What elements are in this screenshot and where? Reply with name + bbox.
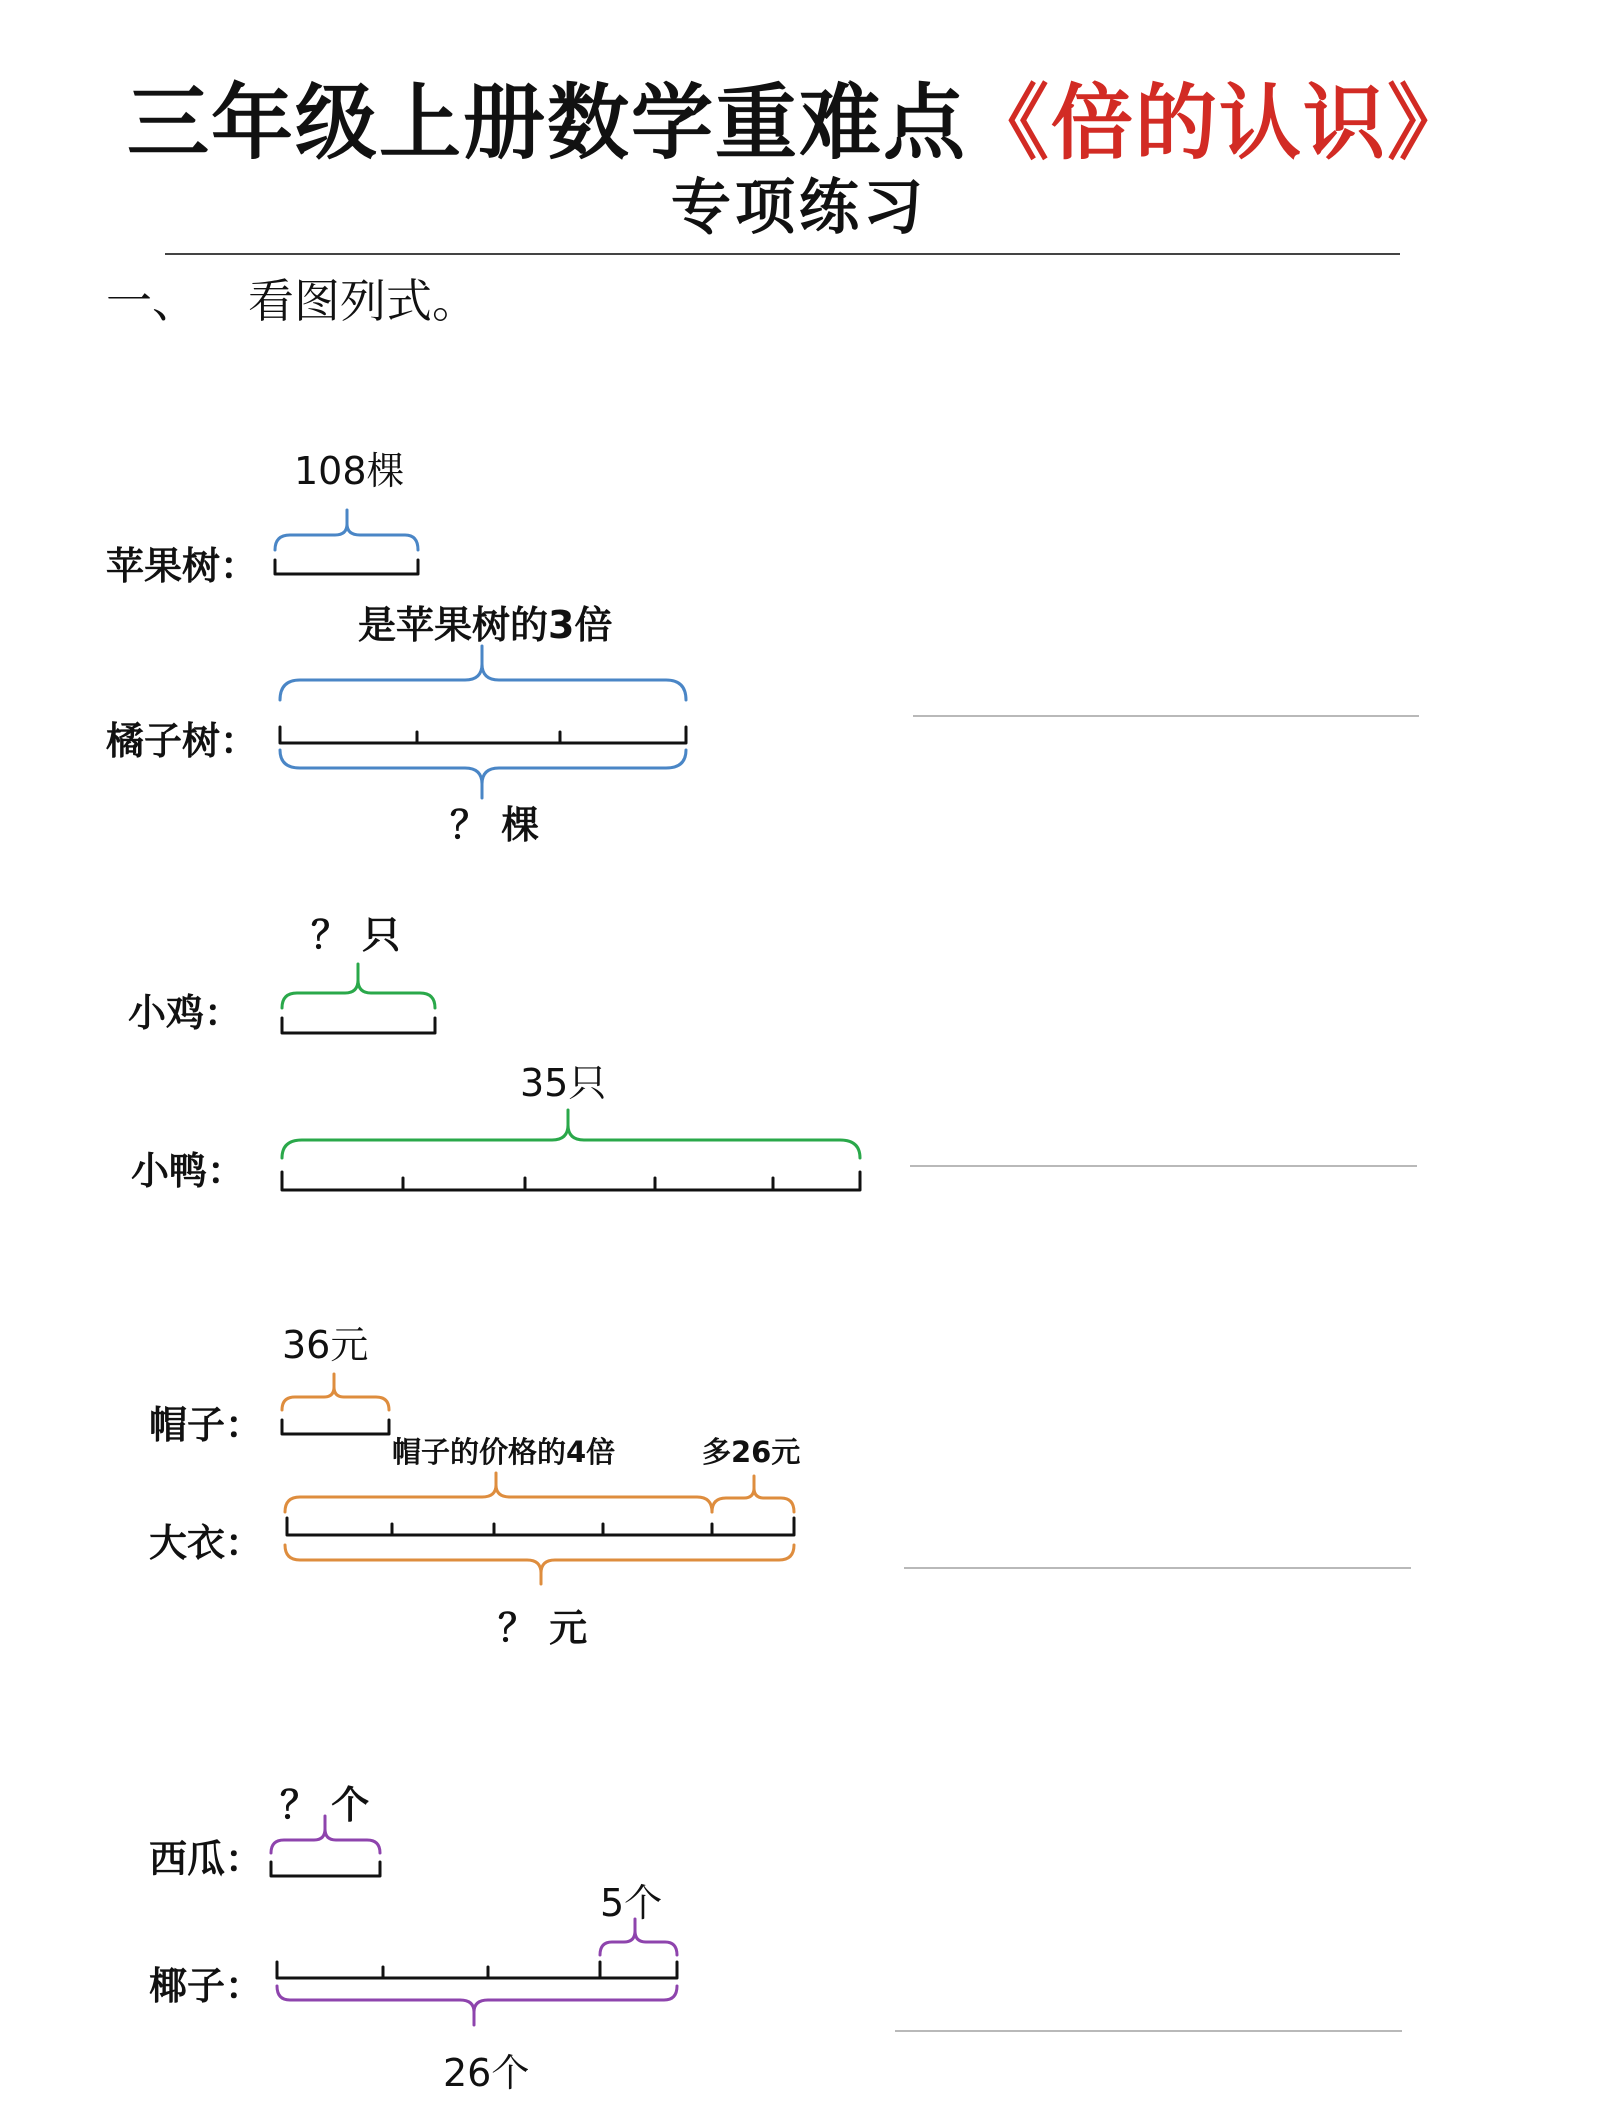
orange-top-brace [280, 646, 686, 700]
section-number: 一、 [106, 274, 198, 328]
coat-bottom-brace [285, 1545, 794, 1584]
hat-bar [282, 1420, 389, 1434]
coconut-extra-label: 5个 [600, 1881, 663, 1925]
coconut-label: 椰子： [149, 1963, 264, 2008]
coat-label: 大衣： [149, 1520, 264, 1565]
coat-unknown-label: ？ 元 [498, 1606, 588, 1650]
coat-extra-brace [712, 1476, 794, 1512]
title-main: 三年级上册数学重难点 [126, 75, 967, 171]
answer-line-1[interactable] [913, 715, 1419, 717]
answer-line-4[interactable] [895, 2030, 1402, 2032]
chick-brace [282, 964, 435, 1008]
coconut-total-label: 26个 [443, 2051, 530, 2095]
coat-times-brace [285, 1473, 712, 1512]
hat-price-label: 36元 [282, 1323, 369, 1367]
duck-count-label: 35只 [520, 1061, 607, 1105]
apple-brace [275, 510, 418, 550]
answer-line-3[interactable] [904, 1567, 1411, 1569]
orange-bottom-brace [280, 750, 686, 798]
chick-unknown-label: ？ 只 [311, 913, 401, 957]
orange-unknown-label: ？ 棵 [450, 803, 540, 847]
coconut-bottom-brace [277, 1986, 677, 2025]
problem3-diagram [282, 1374, 794, 1584]
watermelon-bar [271, 1862, 380, 1876]
coat-relation-label: 帽子的价格的4倍 [392, 1435, 616, 1469]
duck-bar [282, 1172, 860, 1190]
duck-brace [282, 1110, 860, 1158]
orange-relation-label: 是苹果树的3倍 [358, 603, 613, 647]
duck-label: 小鸭： [131, 1148, 246, 1193]
apple-tree-label: 苹果树： [106, 543, 259, 588]
chick-bar [282, 1018, 435, 1033]
coconut-bar [277, 1962, 677, 1978]
orange-tree-label: 橘子树： [106, 718, 259, 763]
chick-label: 小鸡： [128, 990, 243, 1035]
watermelon-label: 西瓜： [149, 1836, 264, 1881]
orange-bar [280, 727, 686, 743]
page-subtitle: 专项练习 [671, 173, 927, 243]
watermelon-unknown-label: ？ 个 [280, 1783, 370, 1827]
problem1-diagram [275, 510, 686, 798]
coat-bar [287, 1518, 794, 1535]
hat-brace [282, 1374, 389, 1410]
apple-count-label: 108棵 [294, 449, 405, 493]
answer-line-2[interactable] [910, 1165, 1417, 1167]
title-highlight: 《倍的认识》 [967, 75, 1472, 171]
apple-bar [275, 560, 418, 574]
coat-extra-label: 多26元 [702, 1435, 801, 1469]
hat-label: 帽子： [149, 1402, 264, 1447]
section-title: 看图列式。 [248, 274, 478, 328]
